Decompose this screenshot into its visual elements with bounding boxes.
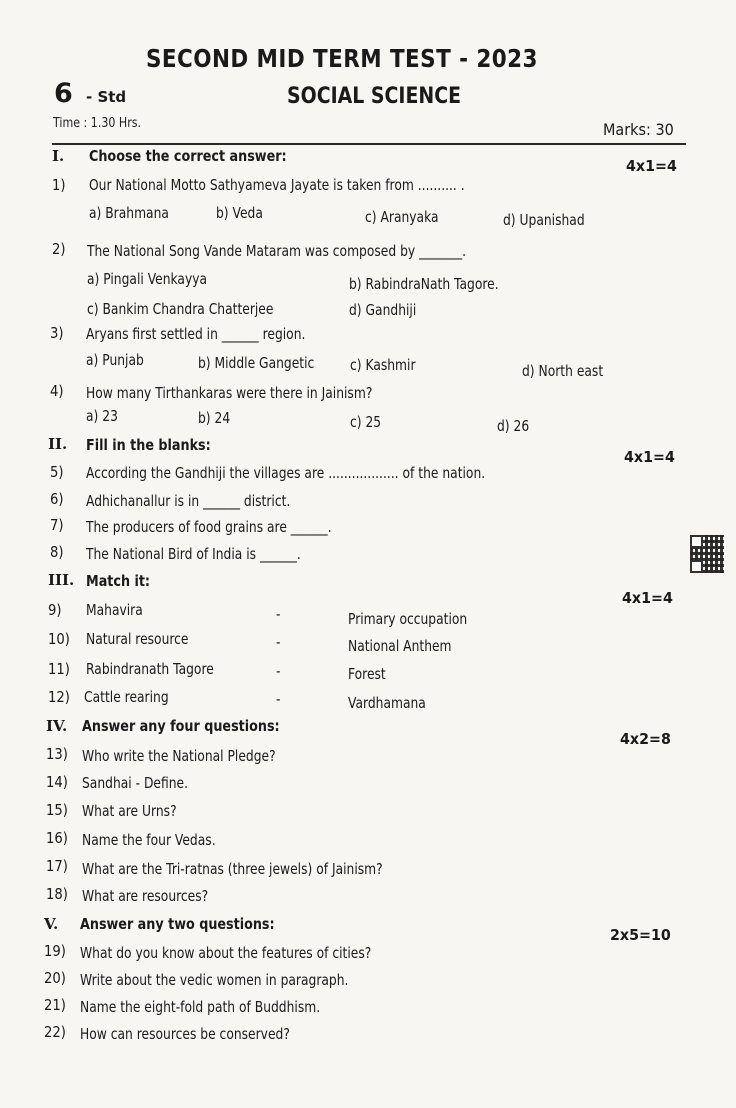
match-left: Rabindranath Tagore — [86, 660, 214, 678]
match-dash: - — [276, 633, 281, 651]
question-text: Name the eight-fold path of Buddhism. — [80, 998, 321, 1016]
match-left: Mahavira — [86, 601, 143, 619]
section-score: 2x5=10 — [610, 926, 671, 944]
question-number: 11) — [48, 660, 70, 678]
section-title: Choose the correct answer: — [89, 147, 287, 165]
question-number: 15) — [46, 801, 68, 819]
question-number: 14) — [46, 773, 68, 791]
match-right: Forest — [348, 665, 386, 683]
question-number: 2) — [52, 240, 66, 258]
match-dash: - — [276, 662, 281, 680]
exam-title: SECOND MID TERM TEST - 2023 — [146, 44, 538, 73]
question-text: What are resources? — [82, 887, 209, 905]
option: b) Middle Gangetic — [198, 354, 315, 372]
question-number: 9) — [48, 601, 62, 619]
question-number: 10) — [48, 630, 70, 648]
question-text: According the Gandhiji the villages are .................. of the nation. — [86, 464, 486, 482]
section-score: 4x2=8 — [620, 730, 671, 748]
match-left: Cattle rearing — [84, 688, 169, 706]
option: c) Aranyaka — [365, 208, 439, 226]
question-text: The National Bird of India is ______. — [86, 545, 301, 563]
question-number: 20) — [44, 969, 66, 987]
section-number: V. — [44, 915, 59, 933]
option: b) 24 — [198, 409, 231, 427]
question-text: How can resources be conserved? — [80, 1025, 290, 1043]
question-text: The National Song Vande Mataram was composed by _______. — [87, 242, 467, 260]
option: d) 26 — [497, 417, 530, 435]
question-text: Our National Motto Sathyameva Jayate is taken from .......... . — [89, 176, 465, 194]
section-score: 4x1=4 — [622, 589, 673, 607]
question-text: Aryans first settled in ______ region. — [86, 325, 306, 343]
question-number: 6) — [50, 490, 64, 508]
question-number: 5) — [50, 463, 64, 481]
question-number: 3) — [50, 324, 64, 342]
section-title: Match it: — [86, 572, 151, 590]
option: a) 23 — [86, 407, 118, 425]
option: d) Upanishad — [503, 211, 585, 229]
section-title: Fill in the blanks: — [86, 436, 211, 454]
header-divider — [52, 143, 686, 145]
question-number: 19) — [44, 942, 66, 960]
question-number: 21) — [44, 996, 66, 1014]
question-number: 22) — [44, 1023, 66, 1041]
section-number: III. — [48, 571, 75, 589]
section-score: 4x1=4 — [624, 448, 675, 466]
question-number: 18) — [46, 885, 68, 903]
match-dash: - — [276, 605, 281, 623]
option: a) Pingali Venkayya — [87, 270, 208, 288]
std-label: - Std — [86, 88, 127, 106]
question-number: 4) — [50, 382, 64, 400]
section-title: Answer any four questions: — [82, 717, 280, 735]
match-dash: - — [276, 690, 281, 708]
option: a) Brahmana — [89, 204, 169, 222]
question-text: Write about the vedic women in paragraph. — [80, 971, 349, 989]
section-number: IV. — [46, 717, 68, 735]
section-title: Answer any two questions: — [80, 915, 275, 933]
section-score: 4x1=4 — [626, 157, 677, 175]
std-number: 6 — [54, 78, 73, 109]
question-text: The producers of food grains are ______. — [86, 518, 332, 536]
question-number: 16) — [46, 829, 68, 847]
question-text: Name the four Vedas. — [82, 831, 216, 849]
option: d) Gandhiji — [349, 301, 417, 319]
question-number: 13) — [46, 745, 68, 763]
option: d) North east — [522, 362, 604, 380]
match-right: National Anthem — [348, 637, 452, 655]
question-number: 17) — [46, 857, 68, 875]
section-number: II. — [48, 435, 68, 453]
question-text: What are Urns? — [82, 802, 177, 820]
marks-label: Marks: 30 — [603, 120, 674, 139]
question-text: What do you know about the features of cities? — [80, 944, 372, 962]
question-text: What are the Tri-ratnas (three jewels) of Jainism? — [82, 860, 383, 878]
question-text: How many Tirthankaras were there in Jainism? — [86, 384, 373, 402]
option: a) Punjab — [86, 351, 144, 369]
option: c) Bankim Chandra Chatterjee — [87, 300, 274, 318]
question-number: 1) — [52, 176, 66, 194]
question-text: Sandhai - Define. — [82, 774, 189, 792]
match-right: Primary occupation — [348, 610, 468, 628]
option: b) Veda — [216, 204, 263, 222]
time-label: Time : 1.30 Hrs. — [53, 116, 142, 131]
option: c) Kashmir — [350, 356, 416, 374]
qr-code-icon — [690, 535, 724, 573]
option: b) RabindraNath Tagore. — [349, 275, 499, 293]
question-text: Who write the National Pledge? — [82, 747, 276, 765]
match-right: Vardhamana — [348, 694, 426, 712]
question-number: 12) — [48, 688, 70, 706]
option: c) 25 — [350, 413, 382, 431]
question-number: 8) — [50, 543, 64, 561]
section-number: I. — [52, 147, 65, 165]
match-left: Natural resource — [86, 630, 189, 648]
question-text: Adhichanallur is in ______ district. — [86, 492, 291, 510]
subject-title: SOCIAL SCIENCE — [287, 84, 462, 109]
question-number: 7) — [50, 516, 64, 534]
